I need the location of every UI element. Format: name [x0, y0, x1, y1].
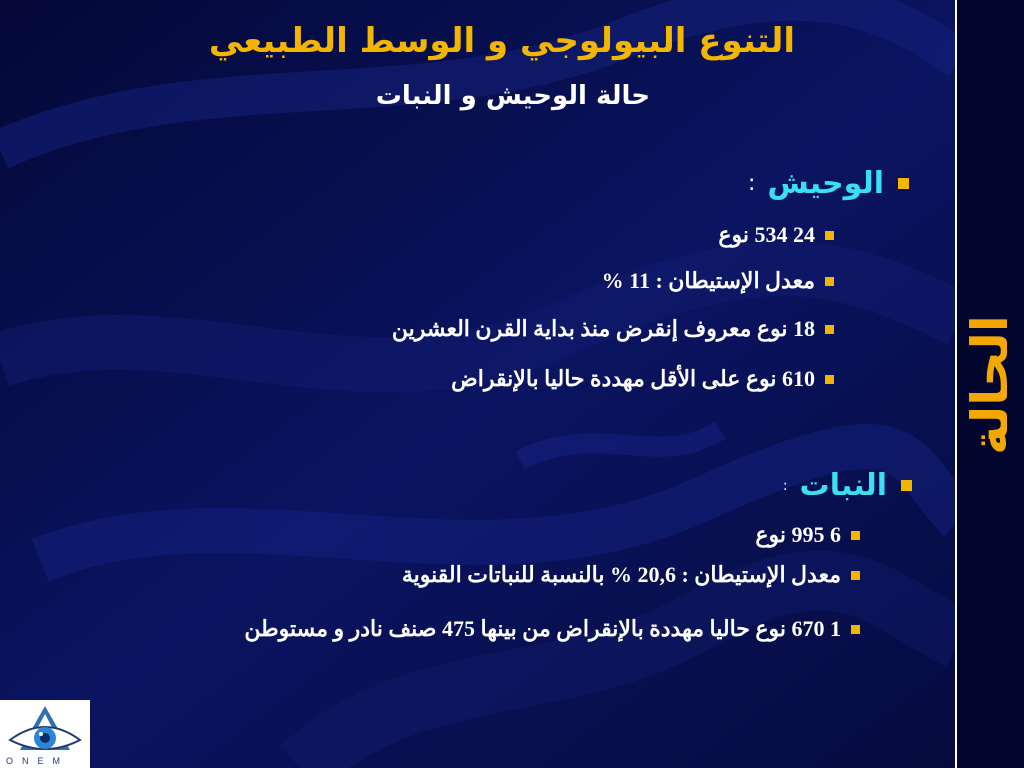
- bullet-icon: [898, 178, 909, 189]
- bullet-icon: [851, 571, 860, 580]
- list-item: [402, 562, 860, 588]
- list-item: [244, 616, 860, 642]
- side-label-text: الحالة: [960, 315, 1019, 455]
- flora-colon: :: [782, 477, 788, 494]
- fauna-item-text: 18 نوع معروف إنقرض منذ بداية القرن العشرين: [391, 316, 815, 341]
- bullet-icon: [825, 277, 834, 286]
- slide-title: التنوع البيولوجي و الوسط الطبيعي: [208, 21, 795, 61]
- bullet-icon: [825, 325, 834, 334]
- slide-subtitle: حالة الوحيش و النبات: [375, 81, 650, 111]
- list-item: [451, 366, 834, 392]
- bullet-icon: [825, 231, 834, 240]
- fauna-item-text: 24 534 نوع: [718, 222, 815, 247]
- fauna-colon: :: [747, 171, 756, 196]
- fauna-heading-row: [748, 166, 909, 201]
- list-item: [392, 316, 834, 342]
- flora-heading-row: [783, 468, 912, 503]
- eye-triangle-icon: [0, 700, 90, 756]
- bullet-icon: [901, 480, 912, 491]
- logo-text: ONEM: [6, 756, 69, 766]
- bullet-icon: [851, 625, 860, 634]
- flora-item-text: معدل الإستيطان : 20,6 % بالنسبة للنباتات القنوية: [401, 562, 841, 587]
- list-item: [755, 522, 860, 548]
- fauna-heading: الوحيش: [767, 166, 884, 201]
- fauna-item-text: 610 نوع على الأقل مهددة حاليا بالإنقراض: [451, 366, 815, 391]
- list-item: [602, 268, 834, 294]
- bullet-icon: [851, 531, 860, 540]
- flora-heading: النبات: [799, 468, 887, 503]
- list-item: [718, 222, 834, 248]
- bullet-icon: [825, 375, 834, 384]
- side-label: [955, 300, 1024, 470]
- flora-item-text: 1 670 نوع حاليا مهددة بالإنقراض من بينها 475 صنف نادر و مستوطن: [244, 616, 841, 641]
- flora-item-text: 6 995 نوع: [755, 522, 841, 547]
- fauna-item-text: معدل الإستيطان : 11 %: [601, 268, 815, 293]
- onem-logo: [0, 700, 90, 768]
